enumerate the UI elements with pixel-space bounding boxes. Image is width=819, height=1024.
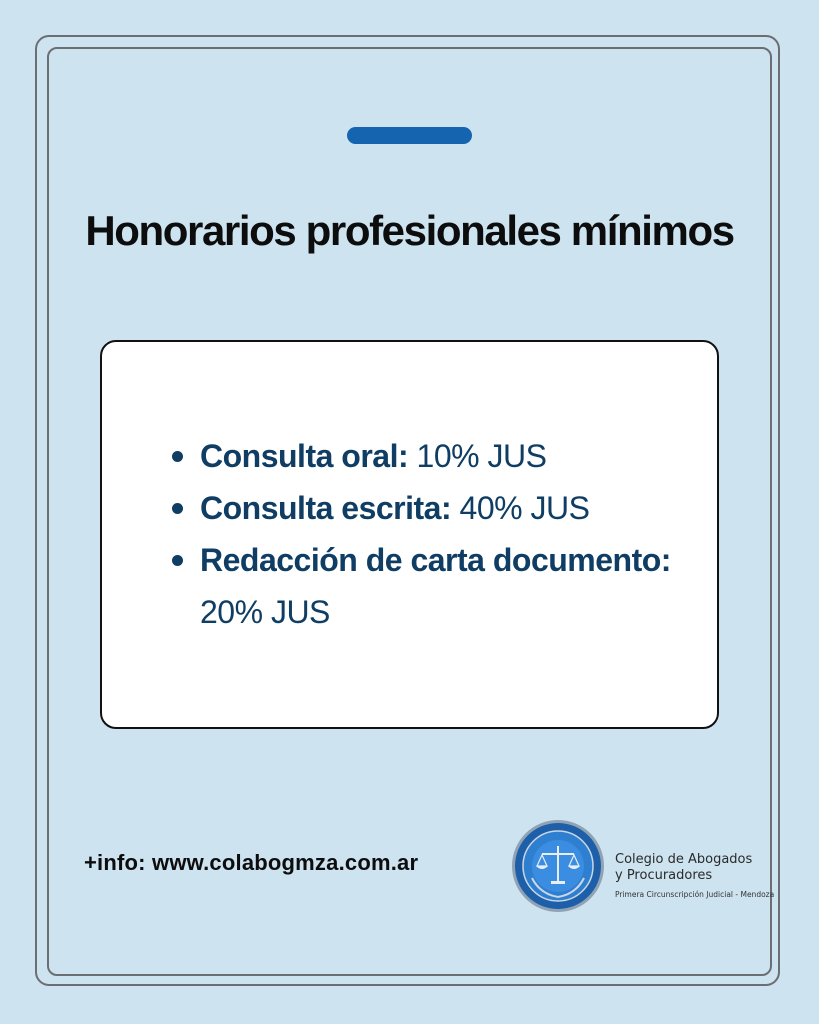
page-title: Honorarios profesionales mínimos xyxy=(85,207,734,254)
list-item xyxy=(200,482,680,534)
info-link[interactable]: +info: www.colabogmza.com.ar xyxy=(84,850,419,875)
org-name-line2: y Procuradores xyxy=(615,868,713,883)
bullet-icon xyxy=(172,451,183,462)
item-label: Consulta oral: xyxy=(200,438,409,474)
scales-of-justice-seal-icon xyxy=(510,818,606,914)
fees-card xyxy=(100,340,719,729)
list-item xyxy=(200,534,680,638)
item-label: Consulta escrita: xyxy=(200,490,452,526)
item-value: 40% JUS xyxy=(459,490,590,526)
item-value: 20% JUS xyxy=(200,594,330,630)
org-block xyxy=(615,852,774,899)
bullet-icon xyxy=(172,503,183,514)
item-value: 10% JUS xyxy=(416,438,547,474)
fees-list xyxy=(200,430,680,638)
org-name-line1: Colegio de Abogados xyxy=(615,852,753,867)
bullet-icon xyxy=(172,555,183,566)
item-label: Redacción de carta documento: xyxy=(200,542,671,578)
org-subtitle: Primera Circunscripción Judicial - Mendoza xyxy=(615,890,775,899)
list-item xyxy=(200,430,680,482)
accent-bar xyxy=(347,127,472,144)
